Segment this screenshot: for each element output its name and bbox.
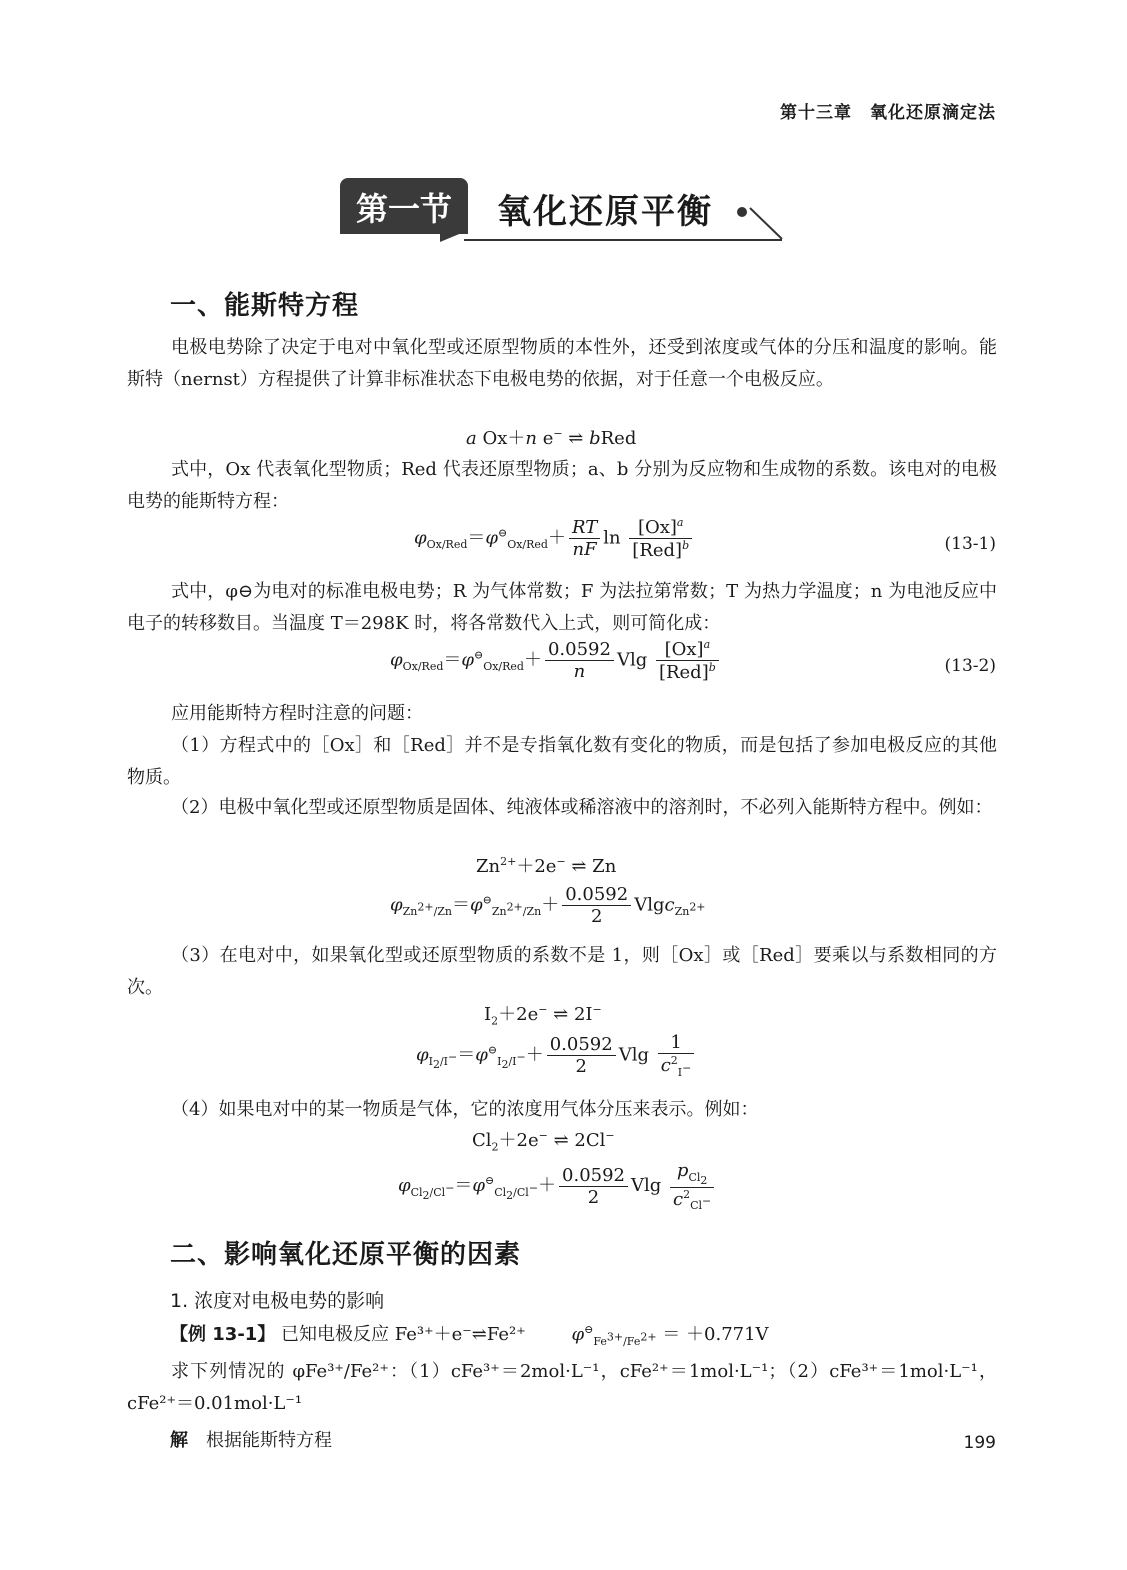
example-question: 求下列情况的 φFe³⁺/Fe²⁺：（1）cFe³⁺＝2mol·L⁻¹，cFe²⁺＝1mol·L⁻¹；（2）cFe³⁺＝1mol·L⁻¹，cFe²⁺＝0.01mol·L⁻¹ [127,1361,997,1414]
example-label: 【例 13-1】 [170,1324,276,1345]
paragraph-note-2: （2）电极中氧化型或还原型物质是固体、纯液体或稀溶液中的溶剂时，不必列入能斯特方程中。例如： [171,797,993,818]
page-number: 199 [963,1433,996,1453]
equation-13-2: $\varphi_{Ox/Red}=\varphi^⊖_{Ox/Red}+$ $\frac{0.0592}{n}$ Vlg $\frac{[Ox]^a}{[Red]^b}$ [390,638,722,683]
equation-half-reaction: a Ox＋n e− ⇌ bRed [466,427,637,449]
equation-number-13-1: (13-1) [944,534,996,554]
paragraph-note-3: （3）在电对中，如果氧化型或还原型物质的系数不是 1，则［Ox］或［Red］要乘以与系数相同的方次。 [127,945,997,998]
section-pointer-icon [730,200,786,244]
equation-13-1: $\varphi_{Ox/Red}=\varphi^⊖_{Ox/Red}+$ $\frac{RT}{nF}$ ln $\frac{[Ox]^a}{[Red]^b}$ [414,516,695,561]
heading-factors: 二、影响氧化还原平衡的因素 [170,1240,522,1270]
equation-chlorine-reaction: $Cl_2+2e^-$ ⇌ 2Cl− [472,1129,615,1154]
equation-zn-reaction: $Zn^{2+}+2e^-$ ⇌ Zn [476,855,617,877]
paragraph-intro: 电极电势除了决定于电对中氧化型或还原型物质的本性外，还受到浓度或气体的分压和温度的影响。能斯特（nernst）方程提供了计算非标准状态下电极电势的依据，对于任意一个电极反应。 [127,337,997,390]
paragraph-note-4: （4）如果电对中的某一物质是气体，它的浓度用气体分压来表示。例如： [171,1099,759,1120]
equation-iodine-reaction: $I_2+2e^-$ ⇌ 2I− [484,1003,602,1028]
example-text: 已知电极反应 Fe³⁺＋e⁻⇌Fe²⁺ [281,1324,526,1345]
solution-line [170,1426,332,1452]
paragraph-definitions: 式中，Ox 代表氧化型物质；Red 代表还原型物质；a、b 分别为反应物和生成物的系数。该电对的电极电势的能斯特方程： [127,459,997,512]
equation-iodine-nernst: $\varphi_{I_2/I^-}=\varphi^⊖_{I_2/I^-}+$ $\frac{0.0592}{2}$ Vlg $\frac{1}{c^2_{I^-}}$ [416,1032,697,1079]
solution-label: 解 [170,1430,188,1451]
heading-concentration: 1. 浓度对电极电势的影响 [170,1290,385,1312]
example-line: 【例 13-1】 已知电极反应 Fe³⁺＋e⁻⇌Fe²⁺ $\varphi^⊖_{Fe^{3+}/Fe^{2+}} = +0.771V$ [170,1323,769,1348]
solution-text: 根据能斯特方程 [206,1430,332,1451]
section-number: 第一节 [355,190,452,228]
paragraph-note-1: （1）方程式中的［Ox］和［Red］并不是专指氧化数有变化的物质，而是包括了参加电极反应的其他物质。 [127,735,997,788]
paragraph-notes-intro: 应用能斯特方程时注意的问题： [171,703,423,724]
example-phi: ＝ ＋0.771V [662,1324,769,1345]
equation-number-13-2: (13-2) [944,656,996,676]
equation-chlorine-nernst: $\varphi_{Cl_2/Cl^-}=\varphi^⊖_{Cl_2/Cl^-}+$ $\frac{0.0592}{2}$ Vlg $\frac{p_{Cl_2}}{c^2_{Cl^-}}$ [398,1160,717,1212]
section-badge-tip [440,232,464,242]
heading-nernst: 一、能斯特方程 [170,291,360,321]
paragraph-constants: 式中，φ⊖为电对的标准电极电势；R 为气体常数；F 为法拉第常数；T 为热力学温度；n 为电池反应中电子的转移数目。当温度 T＝298K 时，将各常数代入上式，则可简化成： [127,581,997,634]
running-header: 第十三章 氧化还原滴定法 [780,103,996,123]
equation-zn-nernst: $\varphi_{Zn^{2+}/Zn}=\varphi^⊖_{Zn^{2+}/Zn}+$ $\frac{0.0592}{2}$ Vlgc$_{Zn^{2+}}$ [390,884,706,927]
section-title: 氧化还原平衡 [497,192,713,232]
